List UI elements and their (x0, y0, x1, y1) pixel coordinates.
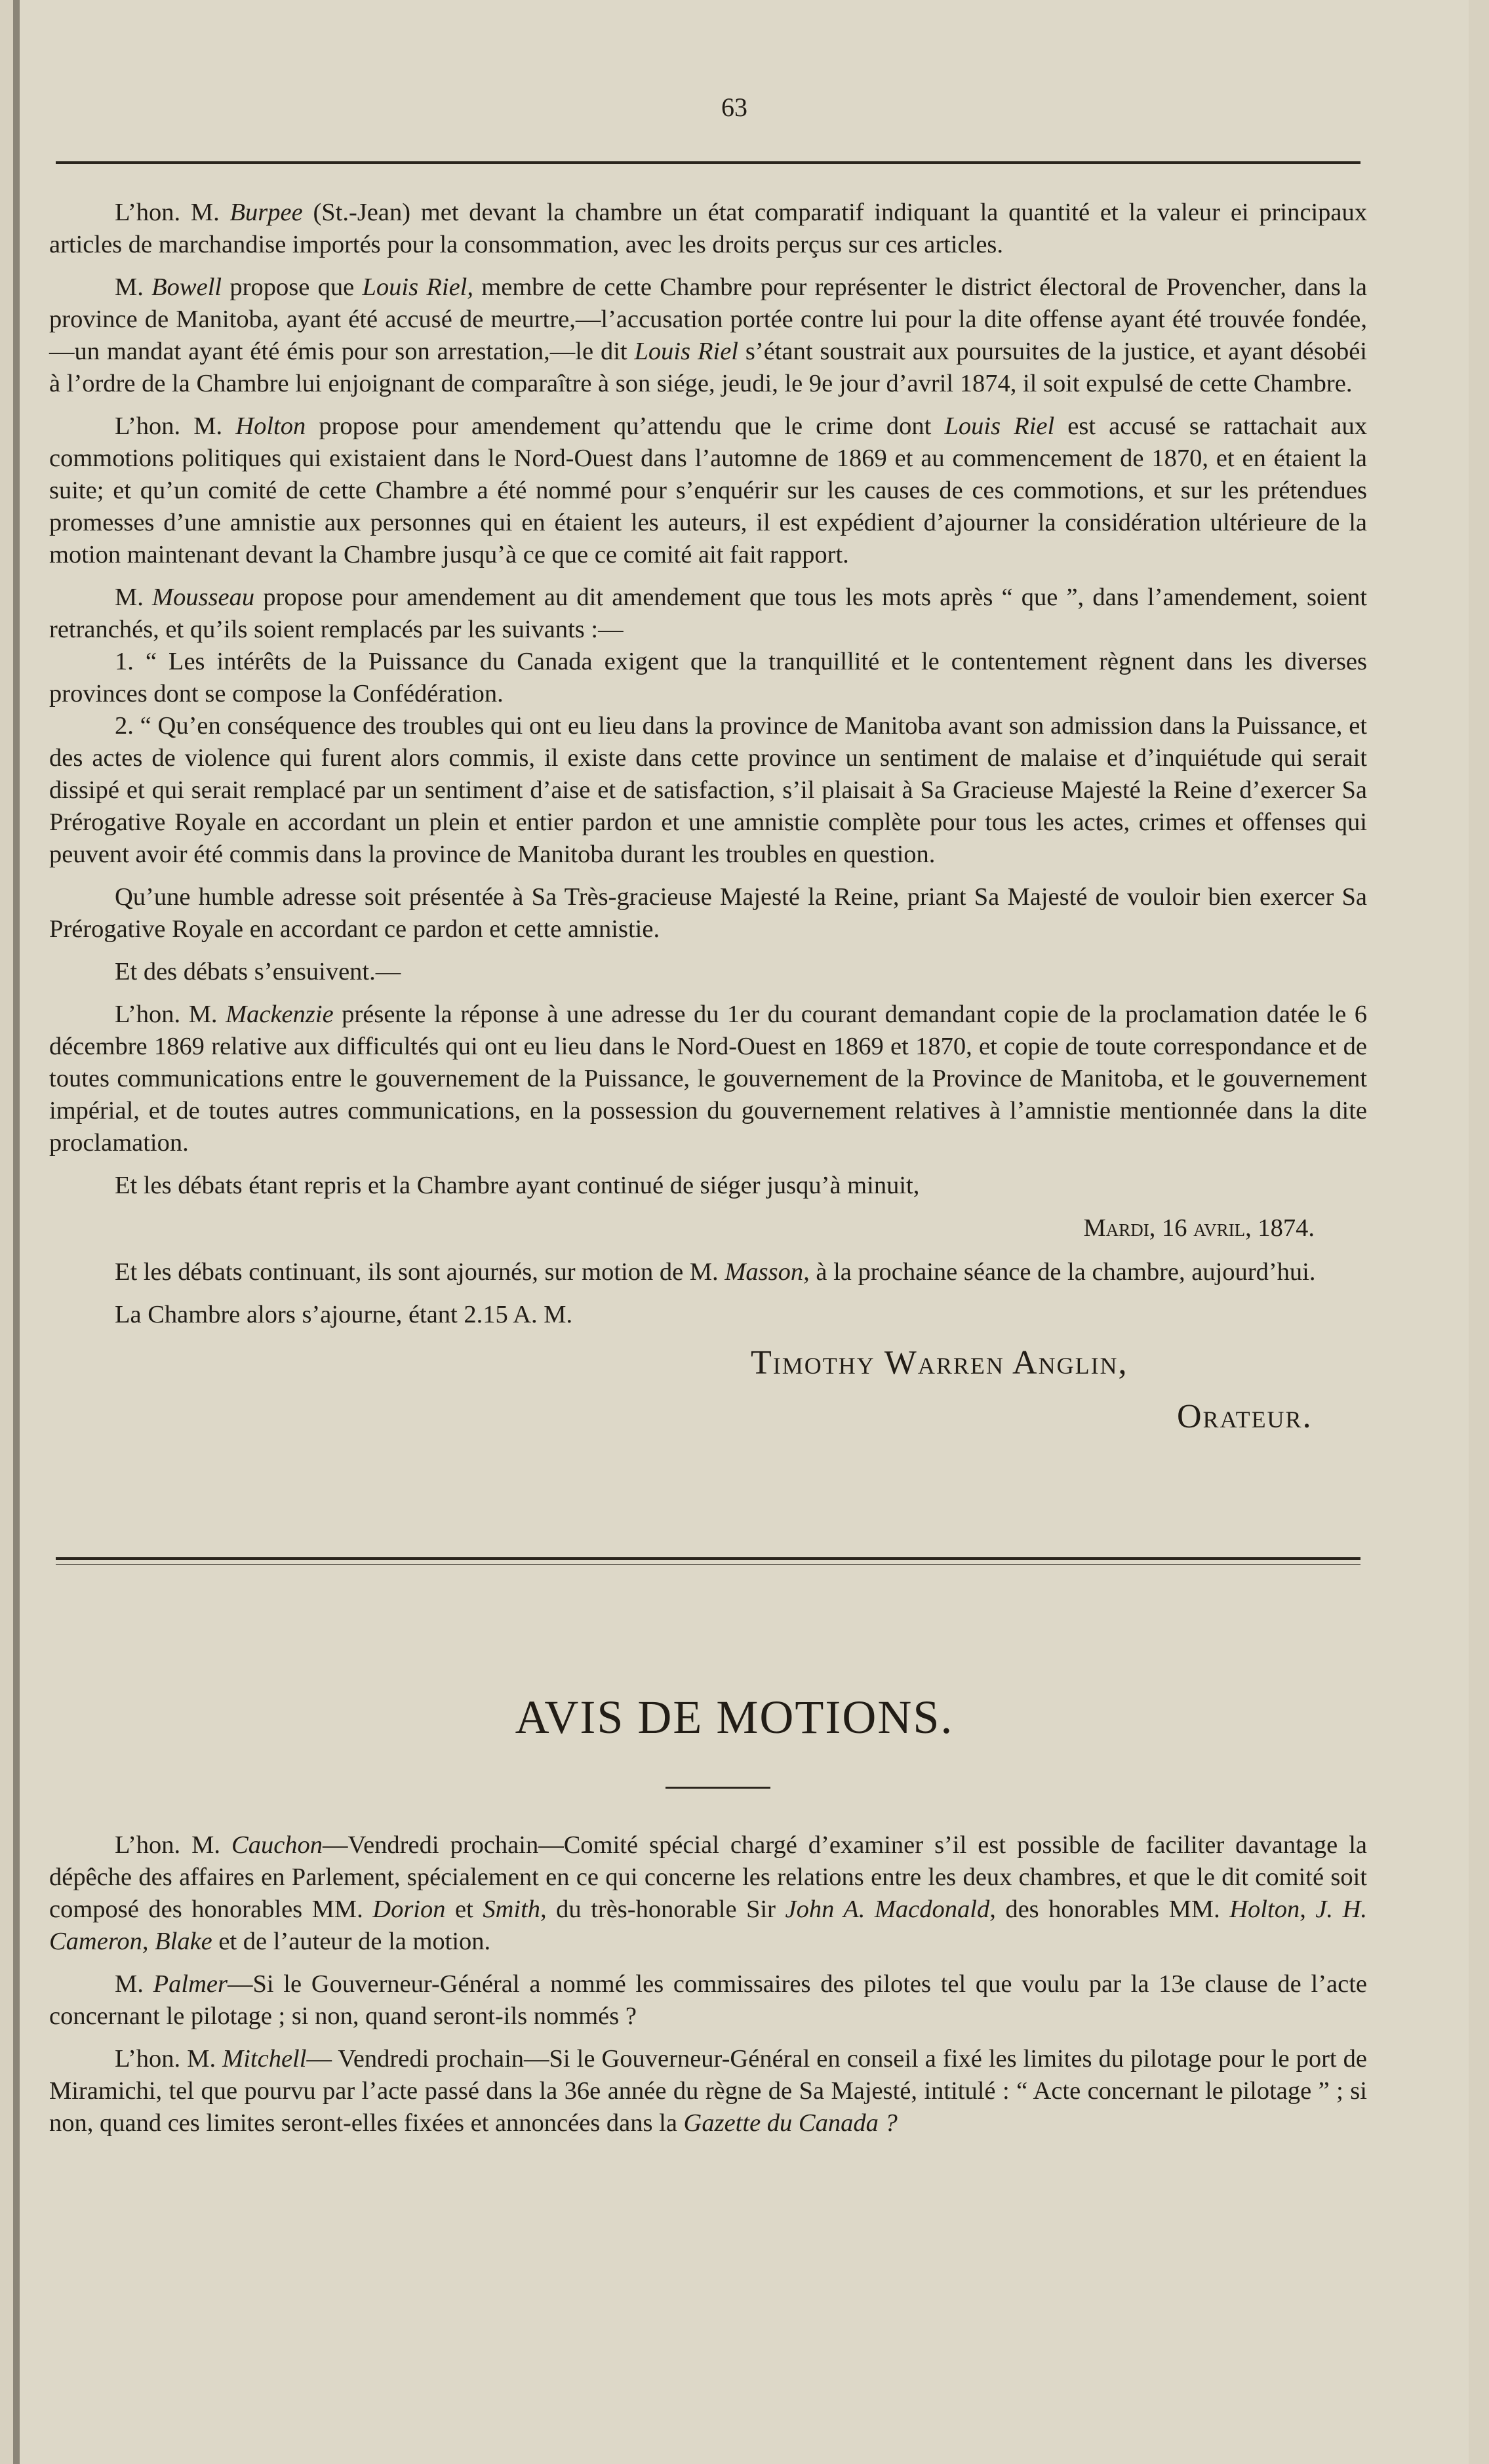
paragraph-burpee: L’hon. M. Burpee (St.-Jean) met devant la chambre un état comparatif indiquant la quantité et la valeur ei principaux articles de marchandise importés pour la consommation, avec les droits perçus sur ces articles. (49, 199, 1367, 258)
member-name: Cauchon (231, 1831, 323, 1859)
journal-entries (49, 197, 1367, 1449)
notice-cauchon: L’hon. M. Cauchon—Vendredi prochain—Comité spécial chargé d’examiner s’il est possible de faciliter davantage la dépêche des affaires en Parlement, spécialement en ce qui concerne les relations entre les deux chambres, et que le dit comité soit composé des honorables MM. Dorion et Smith, du très-honorable Sir John A. Macdonald, des honorables MM. Holton, J. H. Cameron, Blake et de l’auteur de la motion. (49, 1831, 1367, 1955)
member-name: Palmer (153, 1970, 228, 1998)
section-rule-thin (56, 1564, 1360, 1565)
header-rule (56, 161, 1360, 164)
notice-mitchell: L’hon. M. Mitchell— Vendredi prochain—Si le Gouverneur-Général en conseil a fixé les limites du pilotage pour le port de Miramichi, tel que pourvu par l’acte passé dans la 36e année du règne de Sa Majesté, intitulé : “ Acte concernant le pilotage ” ; si non, quand ces limites seront-elles fixées et annoncées dans la Gazette du Canada ? (49, 2045, 1367, 2137)
paragraph-holton-amendment: L’hon. M. Holton propose pour amendement qu’attendu que le crime dont Louis Riel est accusé se rattachait aux commotions politiques qui existaient dans le Nord-Ouest dans l’automne de 1869 et au commencement de 1870, et en étaient la suite; et qu’un comité de cette Chambre a été nommé pour s’enquérir sur les causes de ces commotions, et sur les prétendues promesses d’une amnistie aux personnes qui en étaient les auteurs, il est expédient d’ajourner la considération ultérieure de la motion maintenant devant la Chambre jusqu’à ce que ce comité ait fait rapport. (49, 412, 1367, 568)
paragraph-debate: Et des débats s’ensuivent.— (115, 958, 401, 985)
publication-name: Gazette du Canada ? (683, 2109, 898, 2137)
member-name: John A. Macdonald, (785, 1896, 996, 1923)
section-title: AVIS DE MOTIONS. (515, 1691, 954, 1744)
paragraph-bowell-motion: M. Bowell propose que Louis Riel, membre de cette Chambre pour représenter le district électoral de Provencher, dans la province de Manitoba, ayant été accusé de meurtre,—l’accusation portée contre lui pour la dite offense ayant été trouvée fondée,—un mandat ayant été émis pour son arrestation,—le dit Louis Riel s’étant soustrait aux poursuites de la justice, et ayant désobéi à l’ordre de la Chambre lui enjoignant de comparaître à son siége, jeudi, le 9e jour d’avril 1874, il soit expulsé de cette Chambre. (49, 273, 1367, 397)
member-name: Holton (235, 412, 306, 440)
page-number: 63 (721, 92, 747, 122)
member-name: Louis Riel, (362, 273, 473, 301)
amendment-clause-2: 2. “ Qu’en conséquence des troubles qui ont eu lieu dans la province de Manitoba avant son admission dans la Puissance, et des actes de violence qui furent alors commis, il existe dans cette province un sentiment de malaise et d’inquiétude qui serait dissipé et qui serait remplacé par un sentiment d’aise et de satisfaction, s’il plaisait à Sa Gracieuse Majesté la Reine d’exercer Sa Prérogative Royale en accordant un plein et entier pardon et une amnistie complète pour tous les actes, crimes et offenses qui peuvent avoir été commis dans la province de Manitoba durant les troubles en question. (49, 712, 1367, 868)
member-name: Mitchell (222, 2045, 307, 2073)
member-name: Smith, (483, 1896, 547, 1923)
title-underline (665, 1787, 770, 1789)
document-page (13, 0, 1469, 2464)
member-name: Bowell (151, 273, 222, 301)
notice-palmer: M. Palmer—Si le Gouverneur-Général a nommé les commissaires des pilotes tel que voulu par la 13e clause de l’acte concernant le pilotage ; si non, quand seront-ils nommés ? (49, 1970, 1367, 2030)
member-name: Burpee (229, 199, 303, 226)
member-name: Dorion (372, 1896, 446, 1923)
paragraph-debate-resumed: Et les débats étant repris et la Chambre ayant continué de siéger jusqu’à minuit, (115, 1172, 920, 1199)
member-name: Holton, J. H. Cameron, Blake (49, 1896, 1367, 1955)
amendment-clause-1: 1. “ Les intérêts de la Puissance du Canada exigent que la tranquillité et le contentement règnent dans les diverses provinces dont se compose la Confédération. (49, 648, 1367, 707)
notices-of-motion (49, 1829, 1367, 2150)
signature-name: Timothy Warren Anglin, (751, 1344, 1128, 1381)
paragraph-chamber-adjourns: La Chambre alors s’ajourne, étant 2.15 A. M. (115, 1301, 573, 1328)
member-name: Masson, (725, 1258, 810, 1286)
date-line: Mardi, 16 avril, 1874. (1083, 1214, 1315, 1242)
member-name: Mousseau (152, 584, 255, 611)
section-rule (56, 1557, 1360, 1560)
signature-title: Orateur. (1177, 1398, 1313, 1435)
member-name: Louis Riel (634, 338, 738, 365)
member-name: Louis Riel (944, 412, 1055, 440)
paragraph-humble-address: Qu’une humble adresse soit présentée à Sa Très-gracieuse Majesté la Reine, priant Sa Majesté de vouloir bien exercer Sa Prérogative Royale en accordant ce pardon et cette amnistie. (49, 883, 1367, 943)
paragraph-mackenzie: L’hon. M. Mackenzie présente la réponse à une adresse du 1er du courant demandant copie de la proclamation datée le 6 décembre 1869 relative aux difficultés qui ont eu lieu dans le Nord-Ouest en 1869 et 1870, et copie de toute correspondance et de toutes communications entre le gouvernement de la Puissance, le gouvernement de la Province de Manitoba, et le gouvernement impérial, et de toutes autres communications, en la possession du gouvernement relatives à l’amnistie mentionnée dans la dite proclamation. (49, 1001, 1367, 1157)
member-name: Mackenzie (226, 1001, 334, 1028)
paragraph-mousseau-amendment: M. Mousseau propose pour amendement au dit amendement que tous les mots après “ que ”, dans l’amendement, soient retranchés, et qu’ils soient remplacés par les suivants :— (49, 584, 1367, 643)
paragraph-adjourned: Et les débats continuant, ils sont ajournés, sur motion de M. Masson, à la prochaine séance de la chambre, aujourd’hui. (115, 1258, 1316, 1286)
